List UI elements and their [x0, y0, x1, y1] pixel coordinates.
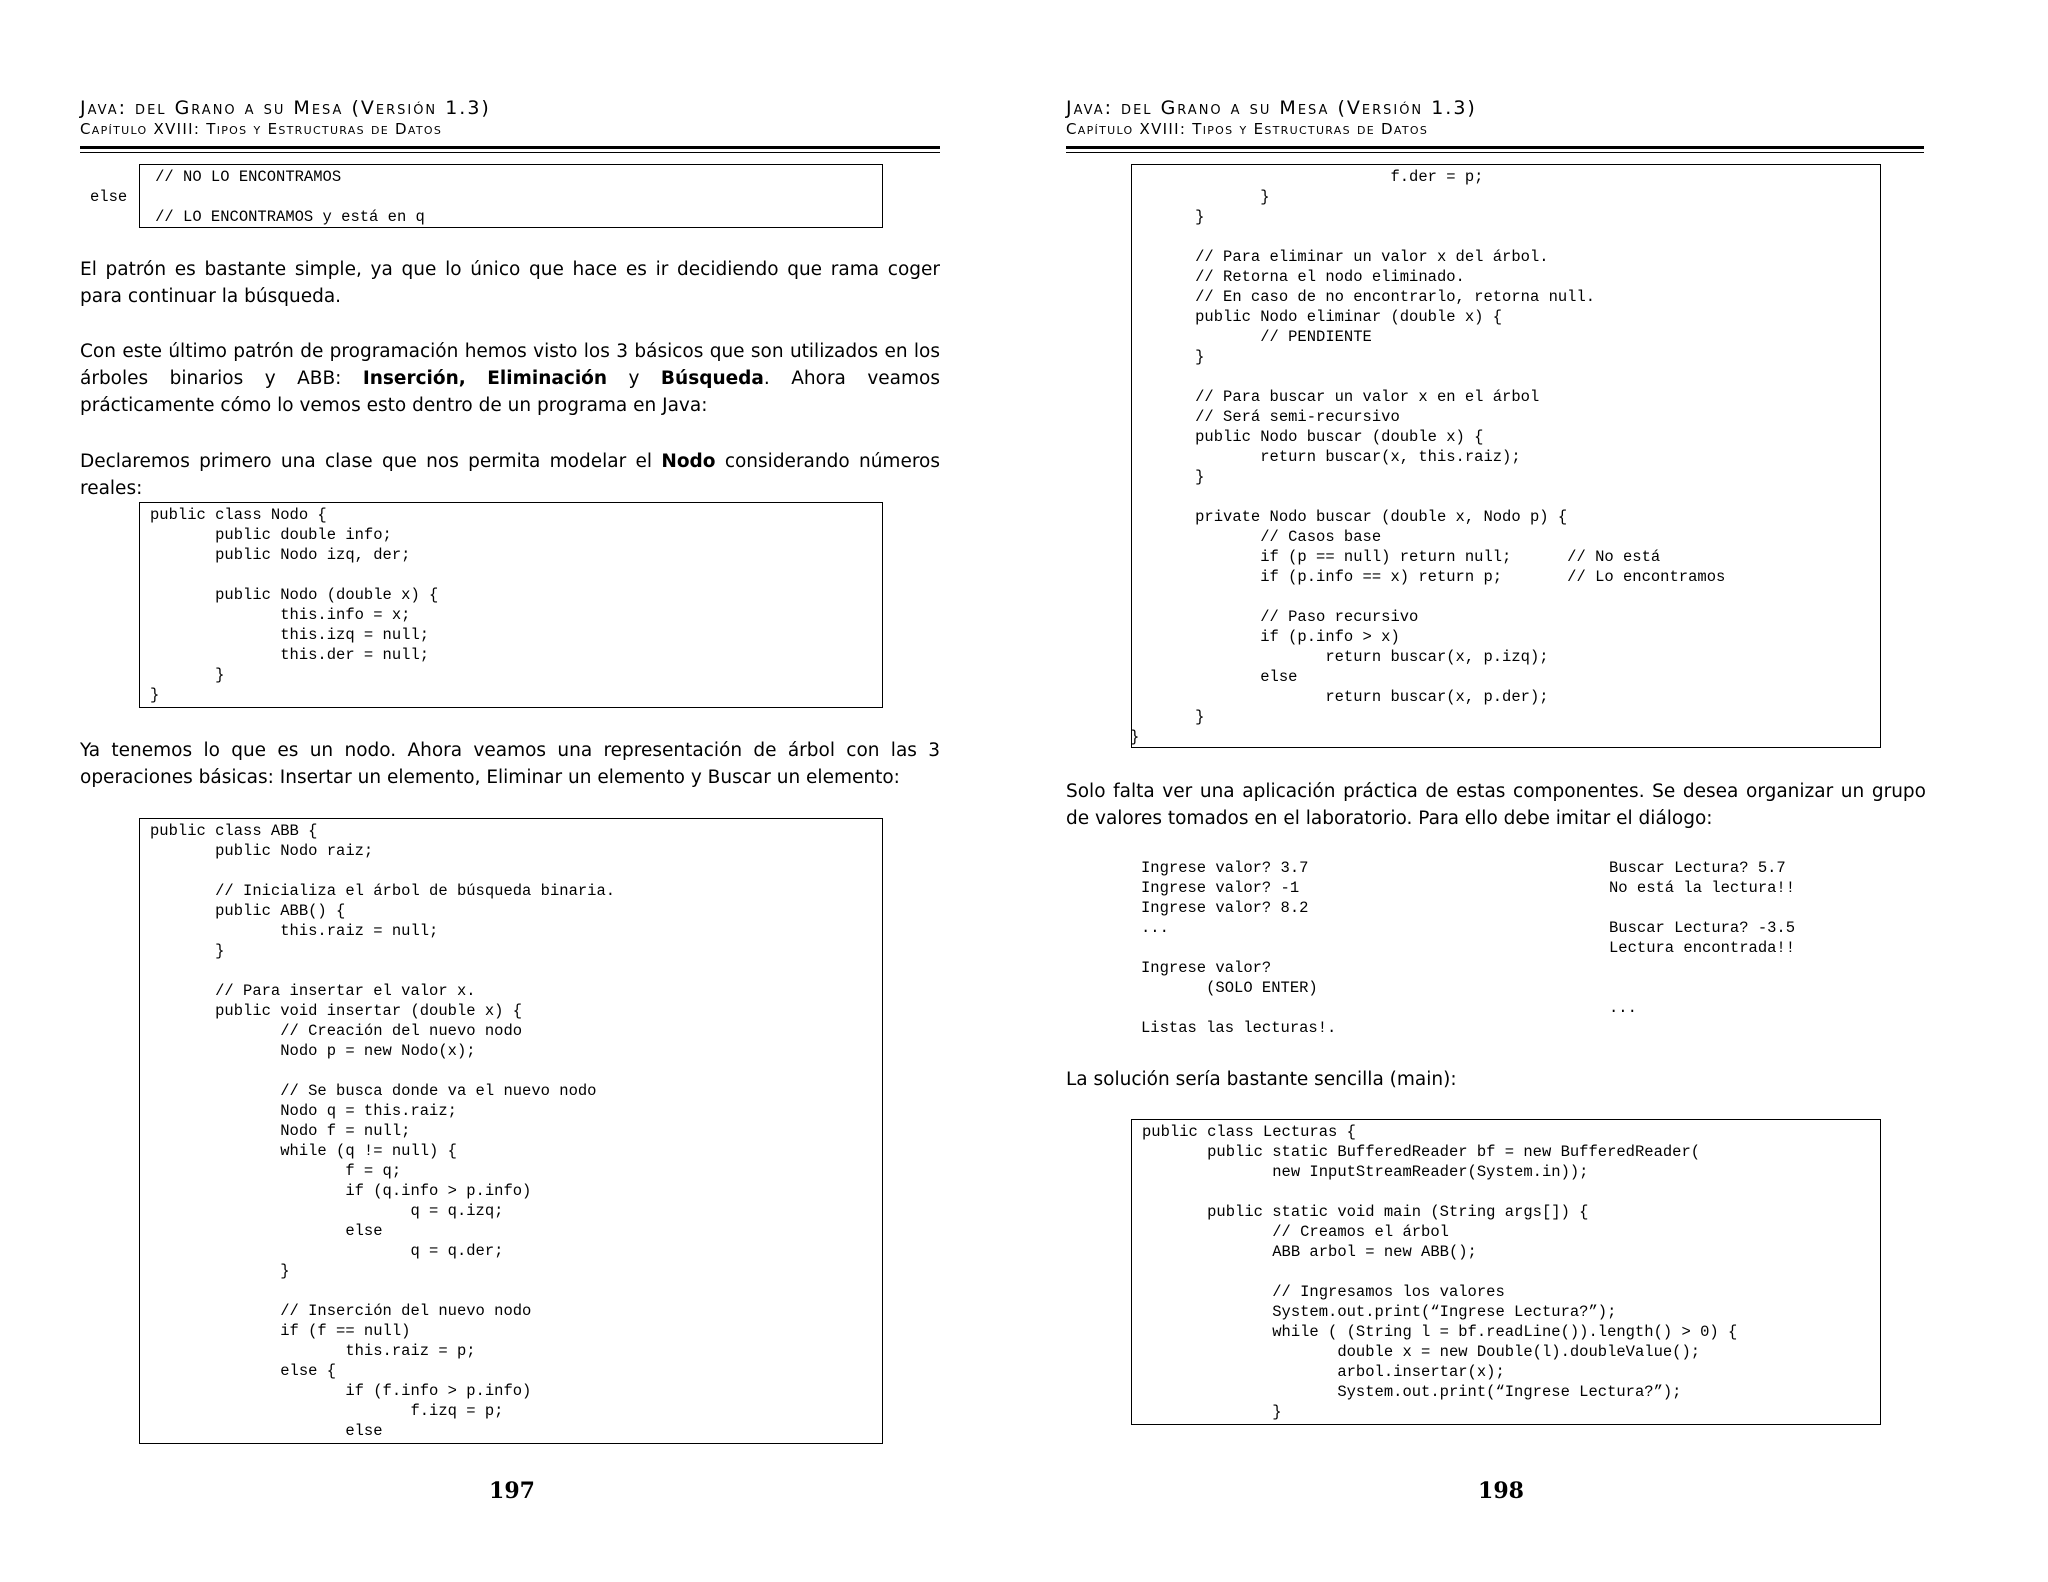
chapter-title: Capítulo XVIII: Tipos y Estructuras de Datos — [1066, 120, 1429, 138]
page-number: 197 — [489, 1478, 535, 1504]
page-number: 198 — [1478, 1478, 1524, 1504]
code-lecturas: public class Lecturas { public static BufferedReader bf = new BufferedReader( new InputStreamReader(System.in)); public static void main (String args[]) { // Creamos el árbol ABB arbol = new ABB(); // Ingresamos los valores System.out.print(“Ingrese Lectura?”); while ( (String l = bf.readLine()).length() > 0) { double x = new Double(l).doubleValue(); arbol.insertar(x); System.out.print(“Ingrese Lectura?”); } — [1142, 1123, 1738, 1421]
code-fragment: // NO LO ENCONTRAMOS else // LO ENCONTRAMOS y está en q — [90, 168, 425, 226]
code-block-nodo — [139, 502, 883, 708]
bold-term: Inserción, — [362, 368, 466, 389]
code-block-abb — [139, 818, 883, 1444]
header-rule — [1066, 146, 1924, 153]
paragraph: Ya tenemos lo que es un nodo. Ahora veamos una representación de árbol con las 3 operaciones básicas: Insertar un elemento, Eliminar un elemento y Buscar un elemento: — [80, 740, 940, 788]
text: y — [607, 368, 661, 389]
code-abb-continued: f.der = p; } } // Para eliminar un valor x del árbol. // Retorna el nodo eliminado. // En caso de no encontrarlo, retorna null. public Nodo eliminar (double x) { // PENDIENTE } // Para buscar un valor x en el árbol // Será semi-recursivo public Nodo buscar (double x) { return buscar(x, this.raiz); } private Nodo buscar (double x, Nodo p) { // Casos base if (p == null) return null; // No está if (p.info == x) return p; // Lo encontramos // Paso recursivo if (p.info > x) return buscar(x, p.izq); else return buscar(x, p.der); } } — [1130, 168, 1726, 746]
paragraph: El patrón es bastante simple, ya que lo único que hace es ir decidiendo que rama coger para continuar la búsqueda. — [80, 259, 940, 307]
book-title: Java: del Grano a su Mesa (Versión 1.3) — [1066, 97, 1477, 119]
code-abb: public class ABB { public Nodo raiz; // Inicializa el árbol de búsqueda binaria. public ABB() { this.raiz = null; } // Para insertar el valor x. public void insertar (double x) { // Creación del nuevo nodo Nodo p = new Nodo(x); // Se busca donde va el nuevo nodo Nodo q = this.raiz; Nodo f = null; while (q != null) { f = q; if (q.info > p.info) q = q.izq; else q = q.der; } // Inserción del nuevo nodo if (f == null) this.raiz = p; else { if (f.info > p.info) f.izq = p; else — [150, 822, 616, 1440]
bold-term: Nodo — [661, 451, 716, 472]
page-header — [1066, 96, 1926, 153]
text: considerando números reales: — [80, 451, 940, 499]
page-header — [80, 96, 940, 153]
text — [466, 368, 487, 389]
text: Con este último patrón de programación hemos visto los 3 básicos que son utilizados en los árboles binarios y ABB: — [80, 341, 940, 389]
book-title: Java: del Grano a su Mesa (Versión 1.3) — [80, 97, 491, 119]
chapter-title: Capítulo XVIII: Tipos y Estructuras de Datos — [80, 120, 443, 138]
code-block-lecturas — [1131, 1119, 1881, 1425]
dialog-example-search: Buscar Lectura? 5.7 No está la lectura!! Buscar Lectura? -3.5 Lectura encontrada!! ... — [1609, 859, 1796, 1017]
bold-term: Eliminación — [487, 368, 608, 389]
text: . Ahora veamos prácticamente cómo lo vemos esto dentro de un programa en Java: — [80, 368, 940, 416]
header-rule — [80, 146, 940, 153]
code-block-abb-continued — [1131, 164, 1881, 748]
paragraph — [80, 338, 940, 419]
paragraph: La solución sería bastante sencilla (main): — [1066, 1069, 1457, 1090]
right-page — [1024, 0, 2048, 1582]
bold-term: Búsqueda — [660, 368, 764, 389]
code-block-fragment — [90, 164, 883, 228]
paragraph: Solo falta ver una aplicación práctica de estas componentes. Se desea organizar un grupo de valores tomados en el laboratorio. Para ello debe imitar el diálogo: — [1066, 781, 1926, 829]
code-nodo: public class Nodo { public double info; public Nodo izq, der; public Nodo (double x) { this.info = x; this.izq = null; this.der = null; } } — [150, 506, 439, 704]
dialog-example-input: Ingrese valor? 3.7 Ingrese valor? -1 Ingrese valor? 8.2 ... Ingrese valor? (SOLO ENTER) Listas las lecturas!. — [1141, 859, 1337, 1037]
paragraph — [80, 448, 940, 502]
text: Declaremos primero una clase que nos permita modelar el — [80, 451, 662, 472]
